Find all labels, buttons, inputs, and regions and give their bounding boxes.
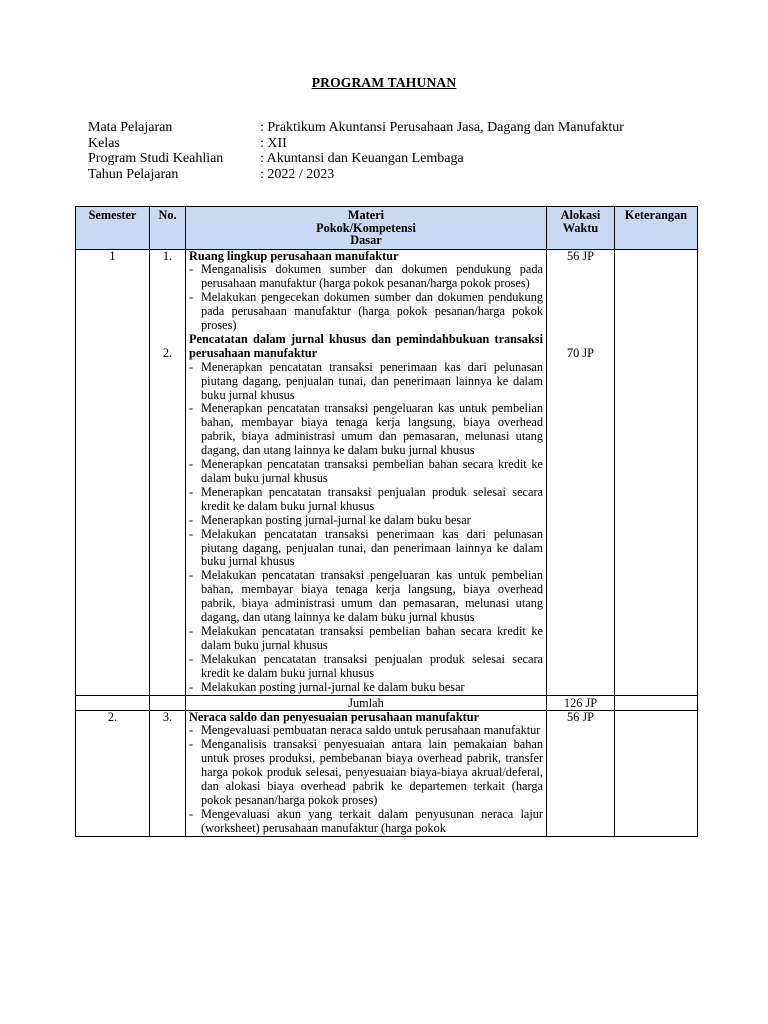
empty-cell <box>150 695 186 710</box>
list-item: - Menerapkan posting jurnal-jurnal ke dalam buku besar <box>189 514 543 528</box>
header-alokasi-line: Alokasi <box>560 208 601 222</box>
info-label: Mata Pelajaran <box>88 120 173 135</box>
info-row-mata-pelajaran <box>88 120 624 136</box>
info-label: Tahun Pelajaran <box>88 166 179 182</box>
list-item: - Melakukan pencatatan transaksi pengeluaran kas untuk pembelian bahan, membayar biaya tenaga kerja langsung, biaya overhead pabrik, biaya administrasi umum dan pemasaran, melunasi utang dagang, dan utang lainnya ke dalam buku jurnal khusus <box>189 569 543 625</box>
info-row-kelas <box>88 136 624 152</box>
materi-list <box>189 724 543 835</box>
materi-title: Neraca saldo dan penyesuaian perusahaan manufaktur <box>189 709 480 724</box>
list-item: - Menerapkan pencatatan transaksi pembelian bahan secara kredit ke dalam buku jurnal khusus <box>189 458 543 486</box>
list-item: - Melakukan pencatatan transaksi penjualan produk selesai secara kredit ke dalam buku jurnal khusus <box>189 653 543 681</box>
list-item: - Menerapkan pencatatan transaksi penjualan produk selesai secara kredit ke dalam buku jurnal khusus <box>189 486 543 514</box>
header-materi <box>186 207 547 250</box>
info-row-tahun-pelajaran <box>88 167 624 183</box>
list-item: - Melakukan pencatatan transaksi penerimaan kas dari pelunasan piutang dagang, penjualan tunai, dan penerimaan lainnya ke dalam buku jurnal khusus <box>189 528 543 570</box>
jp-value: 56 JP <box>567 248 594 263</box>
no-value: 1. <box>162 248 173 263</box>
jp-value: 70 JP <box>567 346 594 361</box>
semester-cell: 2. <box>76 710 150 836</box>
info-label: Kelas <box>88 135 120 151</box>
materi-cell <box>186 249 547 695</box>
list-item: - Menganalisis dokumen sumber dan dokumen pendukung pada perusahaan manufaktur (harga pokok pesanan/harga pokok proses) <box>189 263 543 291</box>
empty-cell <box>615 695 698 710</box>
program-table <box>75 206 698 837</box>
materi-cell <box>186 710 547 836</box>
materi-title: Pencatatan dalam jurnal khusus dan pemindahbukuan transaksi perusahaan manufaktur <box>189 331 543 360</box>
list-item: - Melakukan pengecekan dokumen sumber dan dokumen pendukung pada perusahaan manufaktur (harga pokok pesanan/harga pokok proses) <box>189 291 543 333</box>
table-row-semester-1 <box>76 249 698 695</box>
materi-title: Ruang lingkup perusahaan manufaktur <box>189 248 399 263</box>
list-item: - Menerapkan pencatatan transaksi penerimaan kas dari pelunasan piutang dagang, penjualan tunai, dan penerimaan lainnya ke dalam buku jurnal khusus <box>189 361 543 403</box>
no-value: 3. <box>150 710 186 836</box>
keterangan-cell <box>615 249 698 695</box>
info-row-program-studi <box>88 151 624 167</box>
list-item: - Melakukan posting jurnal-jurnal ke dalam buku besar <box>189 681 543 695</box>
table-row-jumlah <box>76 695 698 710</box>
jumlah-label: Jumlah <box>186 695 547 710</box>
info-value: : 2022 / 2023 <box>260 166 335 182</box>
info-block <box>88 120 624 182</box>
list-item: - Menganalisis transaksi penyesuaian antara lain pemakaian bahan untuk proses produksi, pembebanan biaya overhead pabrik, transfer harga pokok produk selesai, penyesuaian biaya-biaya akrual/deferal, dan alokasi biaya overhead pabrik ke departemen terkait (harga pokok pesanan/harga pokok proses) <box>189 738 543 808</box>
info-value: : XII <box>260 135 287 151</box>
alokasi-cell <box>547 249 615 695</box>
table-header-row <box>76 207 698 250</box>
materi-list <box>189 263 543 333</box>
header-materi-line: Pokok/Kompetensi <box>316 220 416 235</box>
header-semester: Semester <box>76 207 150 250</box>
page-title: PROGRAM TAHUNAN <box>311 75 457 90</box>
table-row-semester-2 <box>76 710 698 836</box>
semester-cell: 1 <box>76 249 150 695</box>
no-value: 2. <box>162 346 173 361</box>
header-keterangan: Keterangan <box>615 207 698 250</box>
info-value: : Praktikum Akuntansi Perusahaan Jasa, Dagang dan Manufaktur <box>260 120 624 135</box>
jumlah-jp: 126 JP <box>547 695 615 710</box>
list-item: - Mengevaluasi akun yang terkait dalam penyusunan neraca lajur (worksheet) perusahaan manufaktur (harga pokok <box>189 808 543 836</box>
jp-value: 56 JP <box>547 710 615 836</box>
info-value: : Akuntansi dan Keuangan Lembaga <box>260 151 464 166</box>
header-materi-line: Materi <box>347 208 385 222</box>
info-label: Program Studi Keahlian <box>88 151 224 166</box>
header-materi-line: Dasar <box>350 233 382 247</box>
no-cell <box>150 249 186 695</box>
materi-list <box>189 361 543 695</box>
empty-cell <box>76 695 150 710</box>
list-item: - Menerapkan pencatatan transaksi pengeluaran kas untuk pembelian bahan, membayar biaya tenaga kerja langsung, biaya overhead pabrik, biaya administrasi umum dan pemasaran, melunasi utang dagang, dan utang lainnya ke dalam buku jurnal khusus <box>189 402 543 458</box>
list-item: - Mengevaluasi pembuatan neraca saldo untuk perusahaan manufaktur <box>189 724 543 738</box>
header-alokasi-line: Waktu <box>562 220 599 235</box>
header-no: No. <box>150 207 186 250</box>
keterangan-cell <box>615 710 698 836</box>
list-item: - Melakukan pencatatan transaksi pembelian bahan secara kredit ke dalam buku jurnal khusus <box>189 625 543 653</box>
header-alokasi <box>547 207 615 250</box>
